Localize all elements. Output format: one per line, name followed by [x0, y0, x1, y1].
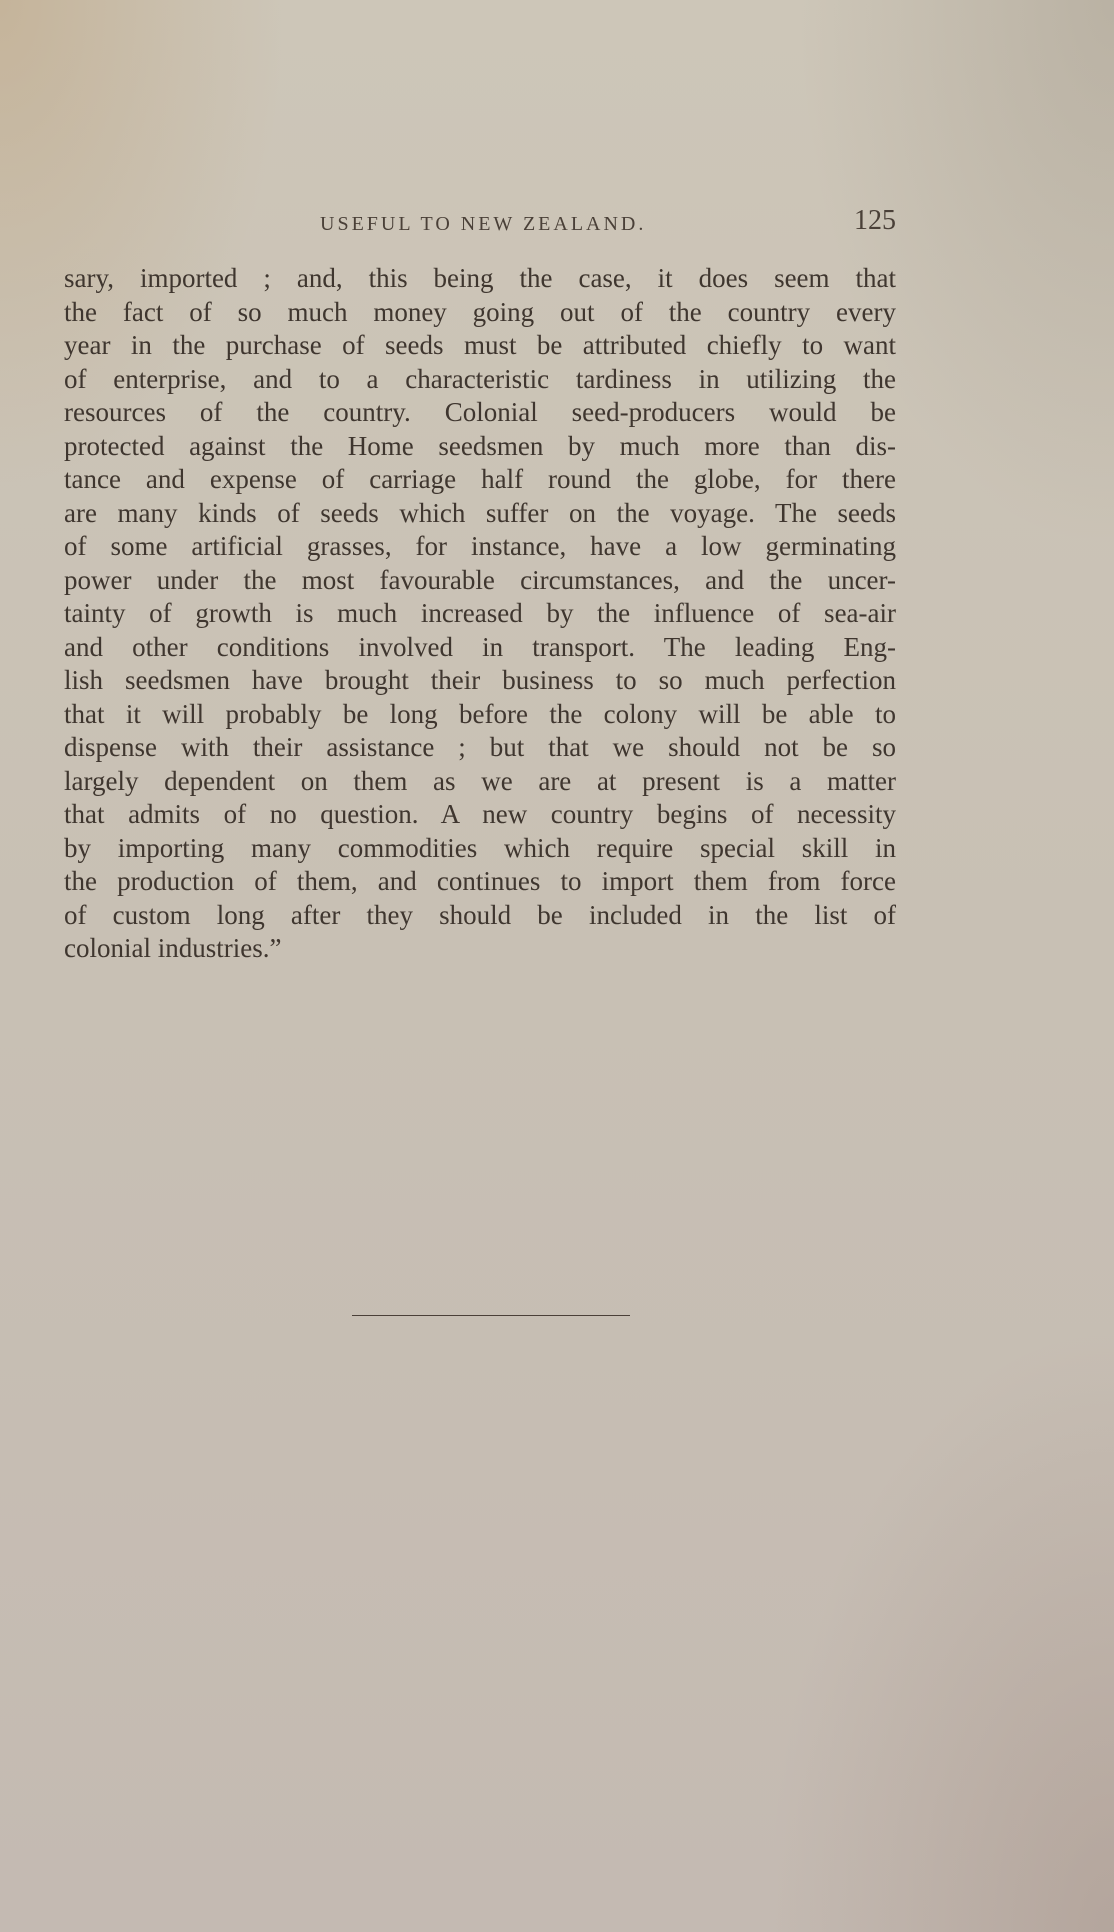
- text-line: and other conditions involved in transport. The leading Eng-: [64, 631, 896, 662]
- text-line: the production of them, and continues to import them from force: [64, 866, 896, 896]
- text-line: lish seedsmen have brought their business to so much perfection: [64, 665, 896, 695]
- text-line: largely dependent on them as we are at present is a matter: [64, 765, 896, 796]
- section-end-rule: [352, 1315, 630, 1316]
- text-line: dispense with their assistance ; but that we should not be so: [64, 732, 896, 762]
- running-head: [64, 205, 896, 245]
- page-number: 125: [854, 205, 896, 236]
- text-line: sary, imported ; and, this being the case, it does seem that: [64, 263, 896, 293]
- text-line: protected against the Home seedsmen by much more than dis-: [64, 430, 896, 461]
- text-line: resources of the country. Colonial seed-producers would be: [64, 397, 896, 427]
- text-line: that admits of no question. A new country begins of necessity: [64, 799, 896, 829]
- text-line: the fact of so much money going out of the country every: [64, 296, 896, 327]
- text-line: colonial industries.”: [64, 933, 282, 963]
- text-line: year in the purchase of seeds must be attributed chiefly to want: [64, 330, 896, 360]
- text-line: tainty of growth is much increased by the influence of sea-air: [64, 598, 896, 628]
- text-line: of enterprise, and to a characteristic tardiness in utilizing the: [64, 363, 896, 394]
- text-line: tance and expense of carriage half round the globe, for there: [64, 464, 896, 494]
- body-paragraph: [64, 262, 896, 966]
- text-line: are many kinds of seeds which suffer on the voyage. The seeds: [64, 497, 896, 528]
- text-line: that it will probably be long before the colony will be able to: [64, 698, 896, 729]
- text-line: power under the most favourable circumstances, and the uncer-: [64, 564, 896, 595]
- text-line: of some artificial grasses, for instance, have a low germinating: [64, 531, 896, 561]
- running-title: USEFUL TO NEW ZEALAND.: [320, 213, 647, 235]
- text-line: of custom long after they should be included in the list of: [64, 899, 896, 930]
- text-line: by importing many commodities which require special skill in: [64, 832, 896, 863]
